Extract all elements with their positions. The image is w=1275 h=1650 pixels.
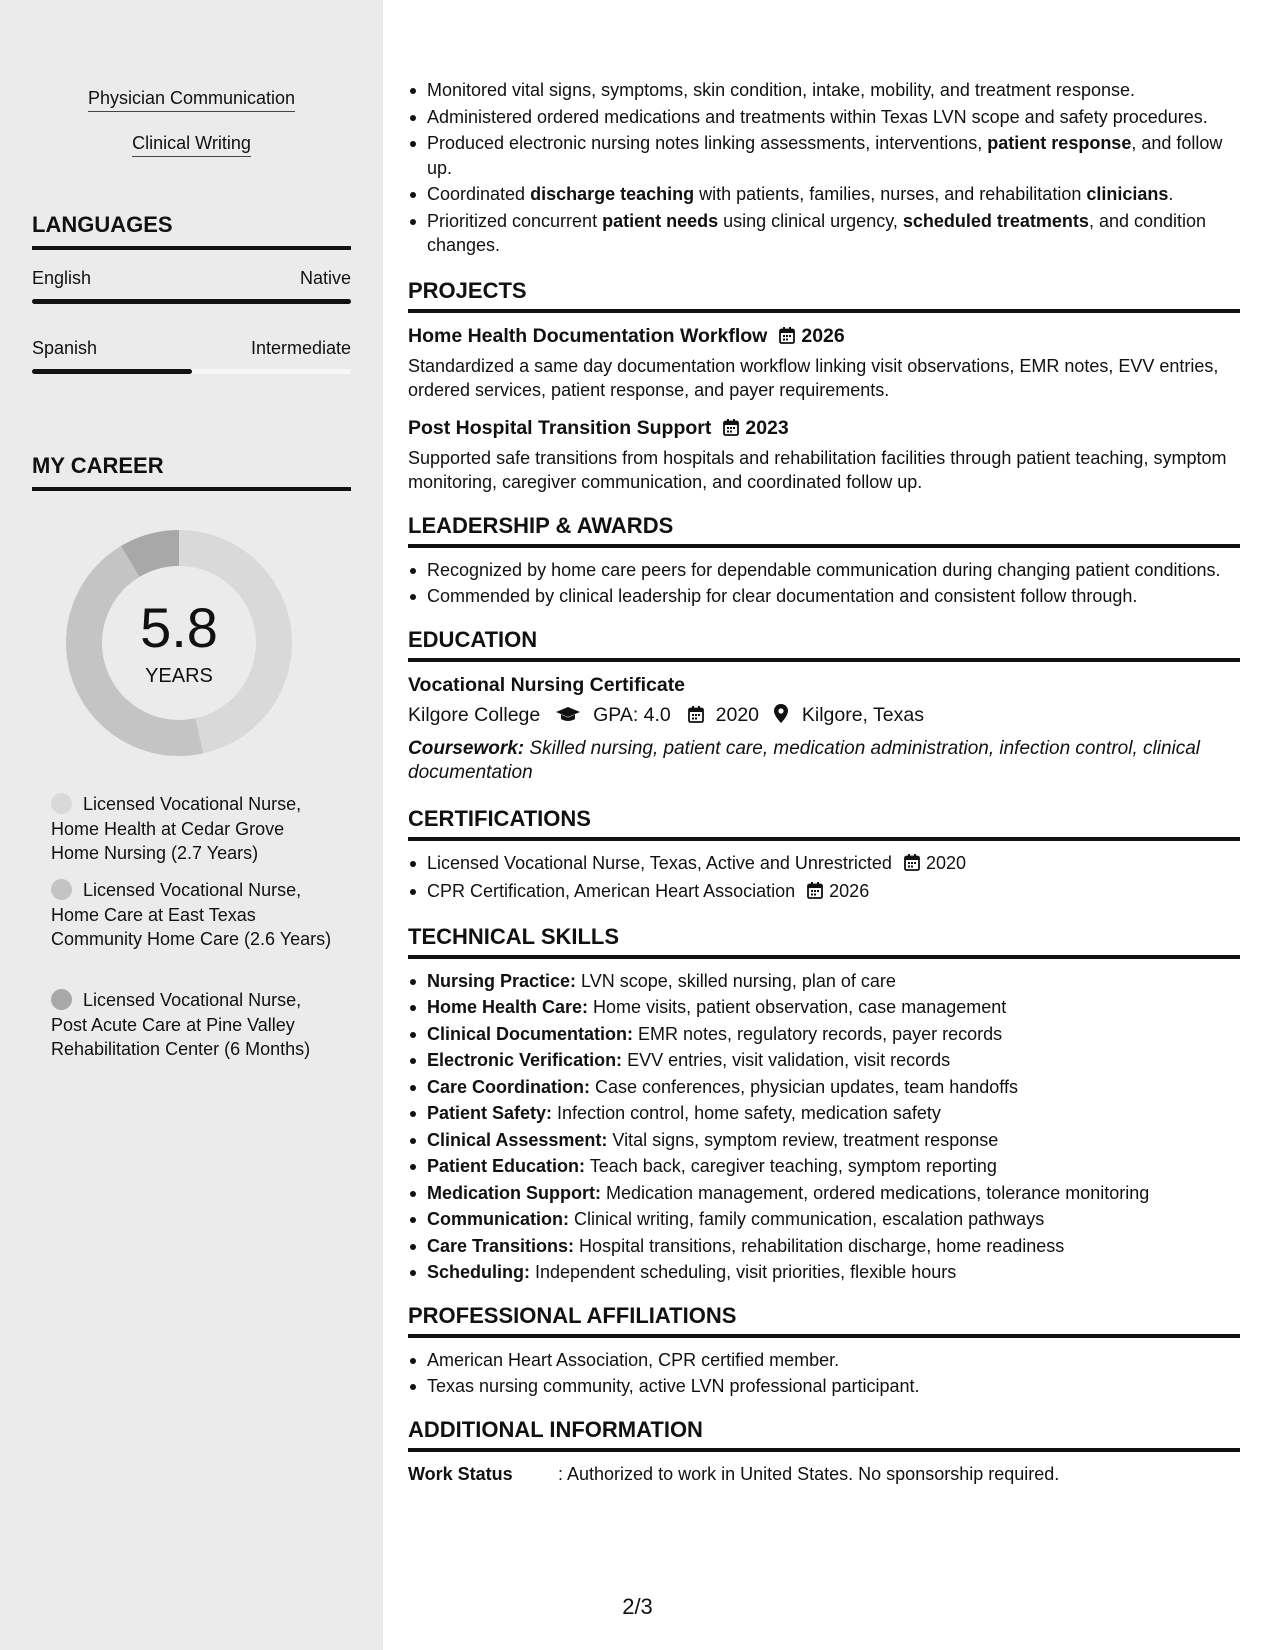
languages-heading: LANGUAGES — [32, 212, 351, 250]
certifications-list — [408, 851, 1240, 906]
list-item: Recognized by home care peers for dependable communication during changing patient conditions. — [408, 558, 1240, 583]
language-proficiency-fill — [32, 369, 192, 374]
project-title: Home Health Documentation Workflow — [408, 324, 768, 347]
career-heading: MY CAREER — [32, 453, 351, 491]
technical-skill-item: Clinical Documentation: EMR notes, regulatory records, payer records — [408, 1022, 1240, 1047]
language-row — [32, 338, 351, 359]
project-year: 2026 — [801, 324, 845, 347]
career-item: Licensed Vocational Nurse, Post Acute Care at Pine Valley Rehabilitation Center (6 Months) — [51, 990, 311, 1059]
additional-info-heading: ADDITIONAL INFORMATION — [408, 1417, 1240, 1452]
technical-skill-item: Clinical Assessment: Vital signs, symptom review, treatment response — [408, 1128, 1240, 1153]
language-name: Spanish — [32, 338, 98, 358]
legend-dot — [51, 793, 72, 814]
certifications-heading: CERTIFICATIONS — [408, 806, 1240, 841]
technical-skill-item: Patient Safety: Infection control, home safety, medication safety — [408, 1101, 1240, 1126]
legend-dot — [51, 989, 72, 1010]
list-item: Commended by clinical leadership for clear documentation and consistent follow through. — [408, 584, 1240, 609]
degree-title: Vocational Nursing Certificate — [408, 673, 686, 696]
technical-skill-item: Care Transitions: Hospital transitions, rehabilitation discharge, home readiness — [408, 1234, 1240, 1259]
experience-bullet: Coordinated discharge teaching with patients, families, nurses, and rehabilitation clinicians. — [408, 182, 1240, 207]
legend-dot — [51, 879, 72, 900]
technical-skill-item: Patient Education: Teach back, caregiver teaching, symptom reporting — [408, 1154, 1240, 1179]
page-number: 2/3 — [622, 1594, 653, 1619]
technical-skill-item: Nursing Practice: LVN scope, skilled nursing, plan of care — [408, 969, 1240, 994]
affiliations-heading: PROFESSIONAL AFFILIATIONS — [408, 1303, 1240, 1338]
career-total-years: 5.8 — [140, 596, 218, 659]
technical-skill-item: Scheduling: Independent scheduling, visit priorities, flexible hours — [408, 1260, 1240, 1285]
project-description: Standardized a same day documentation workflow linking visit observations, EMR notes, EVV entries, ordered services, patient response, and payer requirements. — [408, 355, 1219, 400]
calendar-icon — [723, 417, 739, 443]
affiliations-list — [408, 1348, 1240, 1399]
calendar-icon — [904, 853, 920, 878]
graduation-cap-icon — [556, 707, 580, 723]
calendar-icon — [779, 325, 795, 351]
technical-skill-item: Medication Support: Medication management, ordered medications, tolerance monitoring — [408, 1181, 1240, 1206]
career-item: Licensed Vocational Nurse, Home Health at Cedar Grove Home Nursing (2.7 Years) — [51, 794, 302, 863]
gpa: GPA: 4.0 — [593, 703, 671, 726]
calendar-icon — [807, 881, 823, 906]
language-proficiency-fill — [32, 299, 351, 304]
experience-bullet: Produced electronic nursing notes linking assessments, interventions, patient response, and follow up. — [408, 131, 1240, 180]
sidebar — [0, 0, 383, 1650]
graduation-year: 2020 — [715, 703, 760, 726]
project-year: 2023 — [745, 416, 789, 439]
project-title: Post Hospital Transition Support — [408, 416, 712, 439]
work-status-row — [408, 1462, 1240, 1487]
coursework-label: Coursework: — [408, 737, 525, 759]
main-content — [408, 78, 1240, 1486]
career-item: Licensed Vocational Nurse, Home Care at East Texas Community Home Care (2.6 Years) — [51, 880, 332, 949]
experience-bullet: Administered ordered medications and treatments within Texas LVN scope and safety procedures. — [408, 105, 1240, 130]
language-row — [32, 268, 351, 289]
work-status-value: : Authorized to work in United States. No sponsorship required. — [558, 1463, 1060, 1484]
calendar-icon — [688, 703, 704, 731]
technical-skills-list — [408, 969, 1240, 1285]
experience-bullets — [408, 78, 1240, 258]
coursework — [408, 737, 1240, 786]
technical-skill-item: Electronic Verification: EVV entries, visit validation, visit records — [408, 1048, 1240, 1073]
language-level: Native — [299, 268, 351, 288]
project-item — [408, 323, 1240, 403]
certification-item: CPR Certification, American Heart Association 2026 — [408, 879, 1240, 906]
project-item — [408, 415, 1240, 495]
skill-tag: Clinical Writing — [0, 133, 383, 154]
language-proficiency-bar — [32, 299, 351, 304]
education-details — [408, 701, 1240, 731]
education-heading: EDUCATION — [408, 627, 1240, 662]
technical-skill-item: Care Coordination: Case conferences, physician updates, team handoffs — [408, 1075, 1240, 1100]
technical-skill-item: Home Health Care: Home visits, patient observation, case management — [408, 995, 1240, 1020]
skill-tag: Physician Communication — [0, 88, 383, 109]
school-name: Kilgore College — [408, 703, 541, 726]
school-location: Kilgore, Texas — [801, 703, 924, 726]
technical-skill-item: Communication: Clinical writing, family communication, escalation pathways — [408, 1207, 1240, 1232]
work-status-label: Work Status — [408, 1463, 513, 1484]
language-level: Intermediate — [250, 338, 351, 358]
certification-item: Licensed Vocational Nurse, Texas, Active and Unrestricted 2020 — [408, 851, 1240, 878]
career-total-unit: YEARS — [145, 665, 213, 687]
language-name: English — [32, 268, 92, 288]
technical-skills-heading: TECHNICAL SKILLS — [408, 924, 1240, 959]
project-description: Supported safe transitions from hospitals and rehabilitation facilities through patient teaching, symptom monitoring, caregiver communication, and coordinated follow up. — [408, 447, 1227, 492]
list-item: Texas nursing community, active LVN professional participant. — [408, 1374, 1240, 1399]
language-proficiency-bar — [32, 369, 351, 374]
map-pin-icon — [774, 704, 788, 723]
experience-bullet: Prioritized concurrent patient needs using clinical urgency, scheduled treatments, and condition changes. — [408, 209, 1240, 258]
coursework-text: Skilled nursing, patient care, medication administration, infection control, clinical documentation — [408, 737, 1201, 783]
leadership-list — [408, 558, 1240, 609]
projects-heading: PROJECTS — [408, 278, 1240, 313]
leadership-heading: LEADERSHIP & AWARDS — [408, 513, 1240, 548]
experience-bullet: Monitored vital signs, symptoms, skin condition, intake, mobility, and treatment response. — [408, 78, 1240, 103]
list-item: American Heart Association, CPR certified member. — [408, 1348, 1240, 1373]
